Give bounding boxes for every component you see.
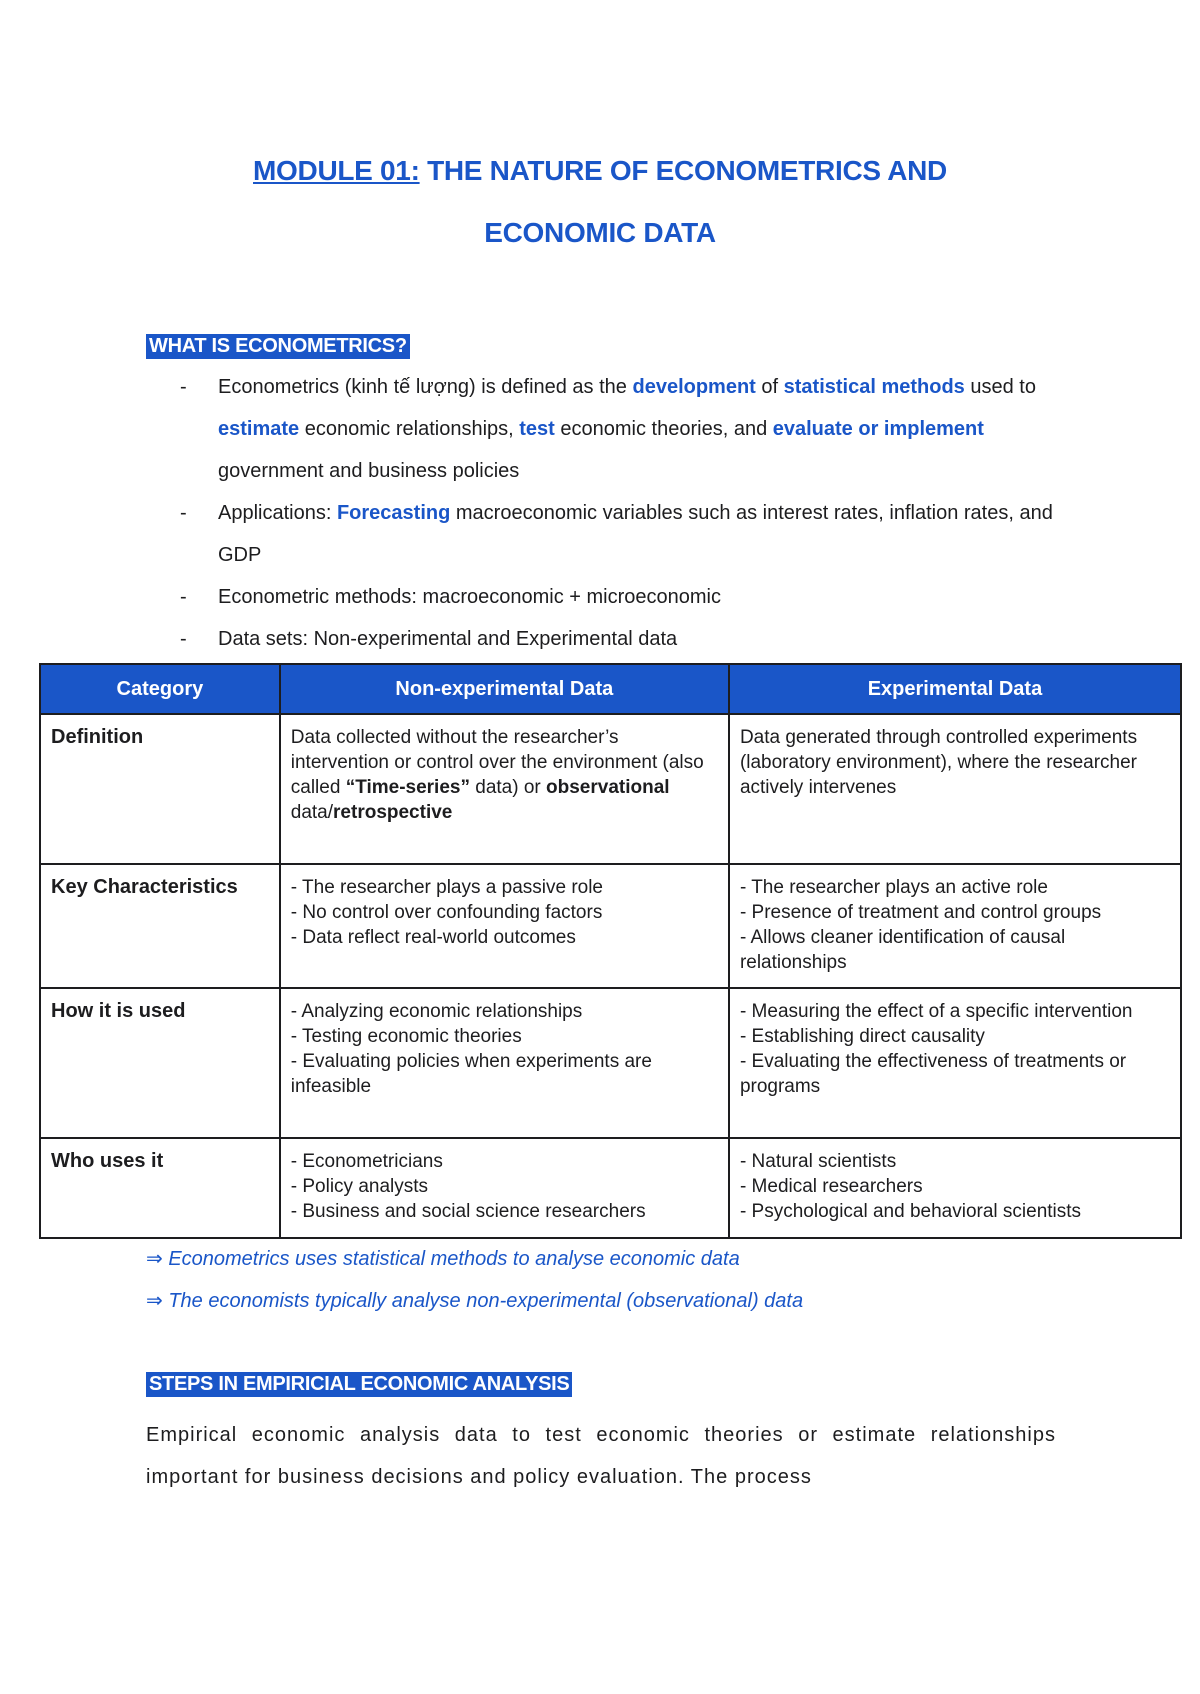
- emphasized-term: retrospective: [333, 802, 453, 823]
- bullet-item: [180, 366, 1060, 492]
- users-non-experimental: [280, 1138, 729, 1238]
- bullet-text: used to: [964, 376, 1036, 398]
- bullet-item: [180, 492, 1060, 576]
- row-category-how-it-is-used: How it is used: [40, 988, 280, 1138]
- title-line-2: ECONOMIC DATA: [484, 217, 716, 248]
- definition-non-experimental: [280, 714, 729, 864]
- bullet-text: economic relationships,: [299, 418, 520, 440]
- usage-non-experimental: [280, 988, 729, 1138]
- list-item: - Econometricians: [290, 1151, 443, 1172]
- header-category: Category: [40, 664, 280, 714]
- comparison-table: [39, 663, 1182, 1239]
- bullet-dash: -: [180, 502, 187, 524]
- list-item: - Psychological and behavioral scientists: [739, 1201, 1082, 1222]
- highlight-term: evaluate or implement: [772, 418, 984, 440]
- list-item: - No control over confounding factors: [290, 902, 603, 923]
- row-category-who-uses-it: Who uses it: [40, 1138, 280, 1238]
- list-item: - Presence of treatment and control groups: [739, 902, 1102, 923]
- highlight-term: Forecasting: [336, 502, 451, 524]
- cell-text: Data generated through controlled experiments (laboratory environment), where the researcher actively intervenes: [739, 727, 1138, 798]
- header-non-experimental: Non-experimental Data: [280, 664, 729, 714]
- title-line-1: [0, 140, 1200, 202]
- bullet-item: [180, 618, 1060, 660]
- highlight-term: test: [519, 418, 555, 440]
- list-item: - Measuring the effect of a specific intervention: [739, 1001, 1133, 1022]
- conclusion-2: ⇒ The economists typically analyse non-experimental (observational) data: [146, 1290, 804, 1312]
- section-heading-what-is-econometrics: WHAT IS ECONOMETRICS?: [146, 334, 410, 359]
- bullet-text: Econometrics (kinh tế lượng) is defined as the: [218, 376, 633, 398]
- list-item: - Natural scientists: [739, 1151, 897, 1172]
- section-heading-steps: STEPS IN EMPIRICIAL ECONOMIC ANALYSIS: [146, 1372, 572, 1397]
- list-item: - Policy analysts: [290, 1176, 429, 1197]
- steps-paragraph: Empirical economic analysis data to test economic theories or estimate relationships important for business decisions and policy evaluation. The process: [146, 1424, 1056, 1488]
- list-item: - Medical researchers: [739, 1176, 923, 1197]
- list-item: - The researcher plays a passive role: [290, 877, 604, 898]
- bullet-text: of: [755, 376, 784, 398]
- bullet-text: macroeconomic variables such as interest rates, inflation rates, and GDP: [218, 502, 1053, 566]
- cell-text: data/: [290, 802, 334, 823]
- list-item: - The researcher plays an active role: [739, 877, 1048, 898]
- econometrics-bullet-list: [180, 366, 1060, 660]
- emphasized-term: “Time-series”: [345, 777, 470, 798]
- definition-experimental: [729, 714, 1181, 864]
- bullet-text: government and business policies: [218, 460, 520, 482]
- highlight-term: statistical methods: [783, 376, 965, 398]
- users-experimental: [729, 1138, 1181, 1238]
- cell-text: data) or: [469, 777, 547, 798]
- header-experimental: Experimental Data: [729, 664, 1181, 714]
- table-header-row: [40, 664, 1181, 714]
- list-item: - Allows cleaner identification of causal relationships: [739, 927, 1066, 973]
- list-item: - Testing economic theories: [290, 1026, 522, 1047]
- title-line-1-text: THE NATURE OF ECONOMETRICS AND: [419, 155, 947, 186]
- conclusion-1: ⇒ Econometrics uses statistical methods to analyse economic data: [146, 1248, 740, 1270]
- bullet-text: Applications:: [218, 502, 337, 524]
- table-row-definition: [40, 714, 1181, 864]
- characteristics-non-experimental: [280, 864, 729, 988]
- bullet-item: [180, 576, 1060, 618]
- list-item: - Data reflect real-world outcomes: [290, 927, 576, 948]
- document-title: [0, 140, 1200, 264]
- list-item: - Analyzing economic relationships: [290, 1001, 583, 1022]
- row-category-key-characteristics: Key Characteristics: [40, 864, 280, 988]
- row-category-definition: Definition: [40, 714, 280, 864]
- table-row-how-it-is-used: [40, 988, 1181, 1138]
- table-row-who-uses-it: [40, 1138, 1181, 1238]
- bullet-text: Data sets: Non-experimental and Experimental data: [218, 628, 678, 650]
- list-item: - Evaluating policies when experiments are infeasible: [290, 1051, 652, 1097]
- bullet-dash: -: [180, 628, 187, 650]
- bullet-dash: -: [180, 376, 187, 398]
- title-module-prefix: MODULE 01:: [253, 155, 420, 186]
- highlight-term: development: [632, 376, 756, 398]
- list-item: - Establishing direct causality: [739, 1026, 985, 1047]
- characteristics-experimental: [729, 864, 1181, 988]
- bullet-dash: -: [180, 586, 187, 608]
- emphasized-term: observational: [546, 777, 670, 798]
- bullet-text: Econometric methods: macroeconomic + microeconomic: [218, 586, 721, 608]
- list-item: - Evaluating the effectiveness of treatments or programs: [739, 1051, 1127, 1097]
- bullet-text: economic theories, and: [554, 418, 773, 440]
- list-item: - Business and social science researchers: [290, 1201, 646, 1222]
- highlight-term: estimate: [218, 418, 300, 440]
- table-row-key-characteristics: [40, 864, 1181, 988]
- usage-experimental: [729, 988, 1181, 1138]
- cell-text: Data collected without the researcher’s intervention or control over the environment (also called: [290, 727, 704, 798]
